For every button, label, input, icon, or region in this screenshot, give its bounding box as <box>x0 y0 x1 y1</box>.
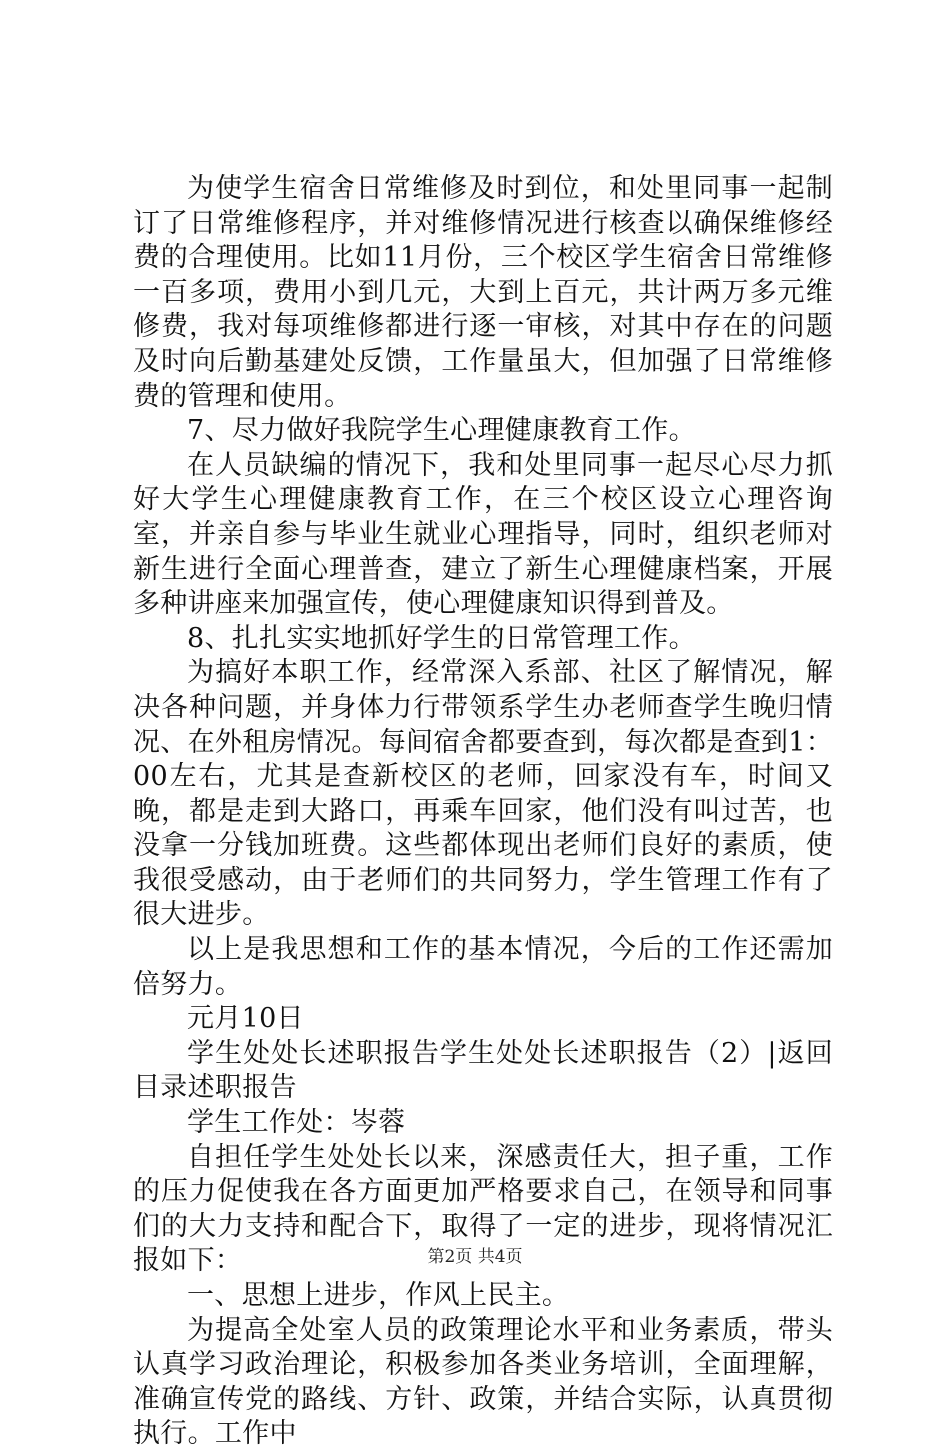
paragraph-policy-study: 为提高全处室人员的政策理论水平和业务素质，带头认真学习政治理论，积极参加各类业务培训，全面理解，准确宣传党的路线、方针、政策，并结合实际，认真贯彻执行。工作中 <box>133 1314 833 1450</box>
paragraph-intro: 自担任学生处处长以来，深感责任大，担子重，工作的压力促使我在各方面更加严格要求自己，在领导和同事们的大力支持和配合下，取得了一定的进步，现将情况汇报如下： <box>133 1141 833 1277</box>
heading-section-1: 一、思想上进步，作风上民主。 <box>187 1280 570 1311</box>
paragraph-conclusion: 以上是我思想和工作的基本情况，今后的工作还需加倍努力。 <box>133 934 833 1000</box>
date-line: 元月10日 <box>187 1003 304 1035</box>
heading-item-7: 7、尽力做好我院学生心理健康教育工作。 <box>187 415 696 447</box>
paragraph-daily-management: 为搞好本职工作，经常深入系部、社区了解情况，解决各种问题，并身体力行带领系学生办老师查学生晚归情况、在外租房情况。每间宿舍都要查到，每次都是查到1：00左右，尤其是查新校区的老师，回家没有车，时间又晚，都是走到大路口，再乘车回家，他们没有叫过苦，也没拿一分钱加班费。这些都体现出老师们良好的素质，使我很受感动，由于老师们的共同努力，学生管理工作有了很大进步。 <box>133 657 833 931</box>
page-number-footer: 第2页 共4页 <box>427 1247 523 1267</box>
report-title-link: 学生处处长述职报告学生处处长述职报告（2）|返回目录述职报告 <box>133 1037 833 1104</box>
author-line: 学生工作处：岑蓉 <box>187 1107 406 1139</box>
paragraph-dorm-maintenance: 为使学生宿舍日常维修及时到位，和处里同事一起制订了日常维修程序，并对维修情况进行核查以确保维修经费的合理使用。比如11月份，三个校区学生宿舍日常维修一百多项，费用小到几元，大到上百元，共计两万多元维修费，我对每项维修都进行逐一审核，对其中存在的问题及时向后勤基建处反馈，工作量虽大，但加强了日常维修费的管理和使用。 <box>133 173 833 412</box>
paragraph-mental-health: 在人员缺编的情况下，我和处里同事一起尽心尽力抓好大学生心理健康教育工作，在三个校区设立心理咨询室，并亲自参与毕业生就业心理指导，同时，组织老师对新生进行全面心理普查，建立了新生心理健康档案，开展多种讲座来加强宣传，使心理健康知识得到普及。 <box>133 449 833 620</box>
heading-item-8: 8、扎扎实实地抓好学生的日常管理工作。 <box>187 622 696 654</box>
